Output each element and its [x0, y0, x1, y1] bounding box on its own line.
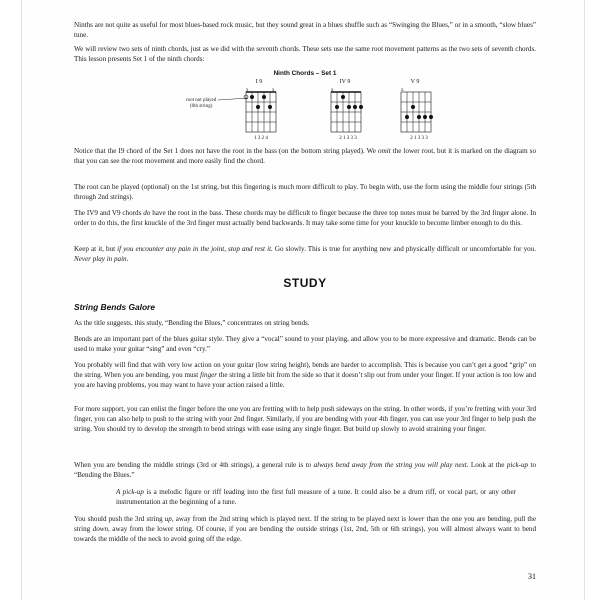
fingering-label: 1 3 2 4	[254, 136, 268, 141]
chord-diagrams	[22, 0, 584, 150]
study-paragraph-6: You should push the 3rd string up, away from the 2nd string which is played next. If the string to be played next is lower than the one you are bending, pull the string down, away from the lower string. Of course, if you are bending the outside strings (1st, 2nd, 5th or 6th strings), you will almost always want to bend towards the middle of the neck to avoid going off the edge.	[74, 515, 536, 543]
root-note-label: root not played	[186, 98, 217, 103]
svg-text:x: x	[246, 88, 249, 93]
root-note-sublabel: (6th string)	[190, 104, 213, 109]
page-number: 31	[528, 572, 536, 581]
chord-diagram-v9	[401, 79, 433, 141]
paragraph-notice: Notice that the I9 chord of the Set 1 does not have the root in the bass (on the bottom string played). We omit the lower root, but it is marked on the diagram so that you can see the root movement and more easily find the chord.	[74, 147, 536, 165]
chord-name: V 9	[410, 79, 420, 85]
svg-text:x: x	[272, 88, 275, 93]
svg-text:x: x	[331, 88, 334, 93]
chord-diagram-i9	[244, 79, 276, 141]
chord-name: I 9	[255, 79, 263, 85]
intro-paragraph-1: Ninths are not quite as useful for most blues-based rock music, but they sound great in a blues shuffle such as “Swinging the Blues,” or in a smooth, “slow blues” tune.	[74, 21, 536, 39]
chord-diagram-iv9	[331, 79, 363, 141]
paragraph-root-optional: The root can be played (optional) on the 1st string, but this fingering is much more difficult to play. To begin with, use the form using the middle four strings (5th through 2nd strings).	[74, 183, 536, 201]
study-paragraph-1: As the title suggests, this study, “Bending the Blues,” concentrates on string bends.	[74, 319, 310, 327]
study-paragraph-4: For more support, you can enlist the finger before the one you are fretting with to help push sideways on the string. In other words, if you’re fretting with your 3rd finger, you can also help to push to the string with your 2nd finger. Similarly, if you are bending with your 4th finger, you can use your 3rd finger to help push the string. You should try to develop the strength to bend strings with ease using any single finger. But build up slowly to avoid straining your finger.	[74, 405, 536, 433]
paragraph-keep-at-it: Keep at it, but if you encounter any pain in the joint, stop and rest it. Go slowly. This is true for anything new and physically difficult or uncomfortable for you. Never play in pain.	[74, 245, 536, 263]
book-page	[22, 0, 584, 600]
study-paragraph-5: When you are bending the middle strings (3rd or 4th strings), a general rule is to always bend away from the string you will play next. Look at the pick-up to “Bending the Blues.”	[74, 461, 536, 479]
section-subheading: String Bends Galore	[74, 302, 155, 312]
chord-name: IV 9	[339, 79, 351, 85]
svg-text:x: x	[401, 88, 404, 93]
study-paragraph-3: You probably will find that with very low action on your guitar (low string height), bends are harder to accomplish. This is because you can’t get a good “grip” on the string. When you are bending, you must finger the string a little bit from the side so that it doesn’t slip out from under your finger. If your action is too low and you are having problems, you may want to have your action raised a little.	[74, 361, 537, 389]
paragraph-iv9-v9: The IV9 and V9 chords do have the root in the bass. These chords may be difficult to finger because the three top notes must be barred by the 3rd finger alone. In order to do this, the first knuckle of the 3rd finger must actually bend backwards. It may take some time for your knuckle to become limber enough to do this.	[74, 209, 536, 227]
intro-paragraph-2: We will review two sets of ninth chords, just as we did with the seventh chords. These sets use the same root movement patterns as the two sets of seventh chords. This lesson presents Set 1 of the ninth chords:	[74, 45, 536, 63]
fingering-label: 2 1 3 3 3	[410, 136, 428, 141]
pickup-definition: A pick-up is a melodic figure or riff leading into the first full measure of a tune. It could also be a drum riff, or vocal part, or any other instrumentation at the beginning of a tune.	[116, 488, 516, 506]
figure-title: Ninth Chords – Set 1	[273, 70, 337, 77]
study-heading: STUDY	[283, 276, 327, 290]
study-paragraph-2: Bends are an important part of the blues guitar style. They give a “vocal” sound to your playing, and allow you to be more expressive and dramatic. Bends can be used to make your guitar “sing” and even “cry.”	[74, 335, 536, 353]
fingering-label: 2 1 3 3 3	[339, 136, 357, 141]
